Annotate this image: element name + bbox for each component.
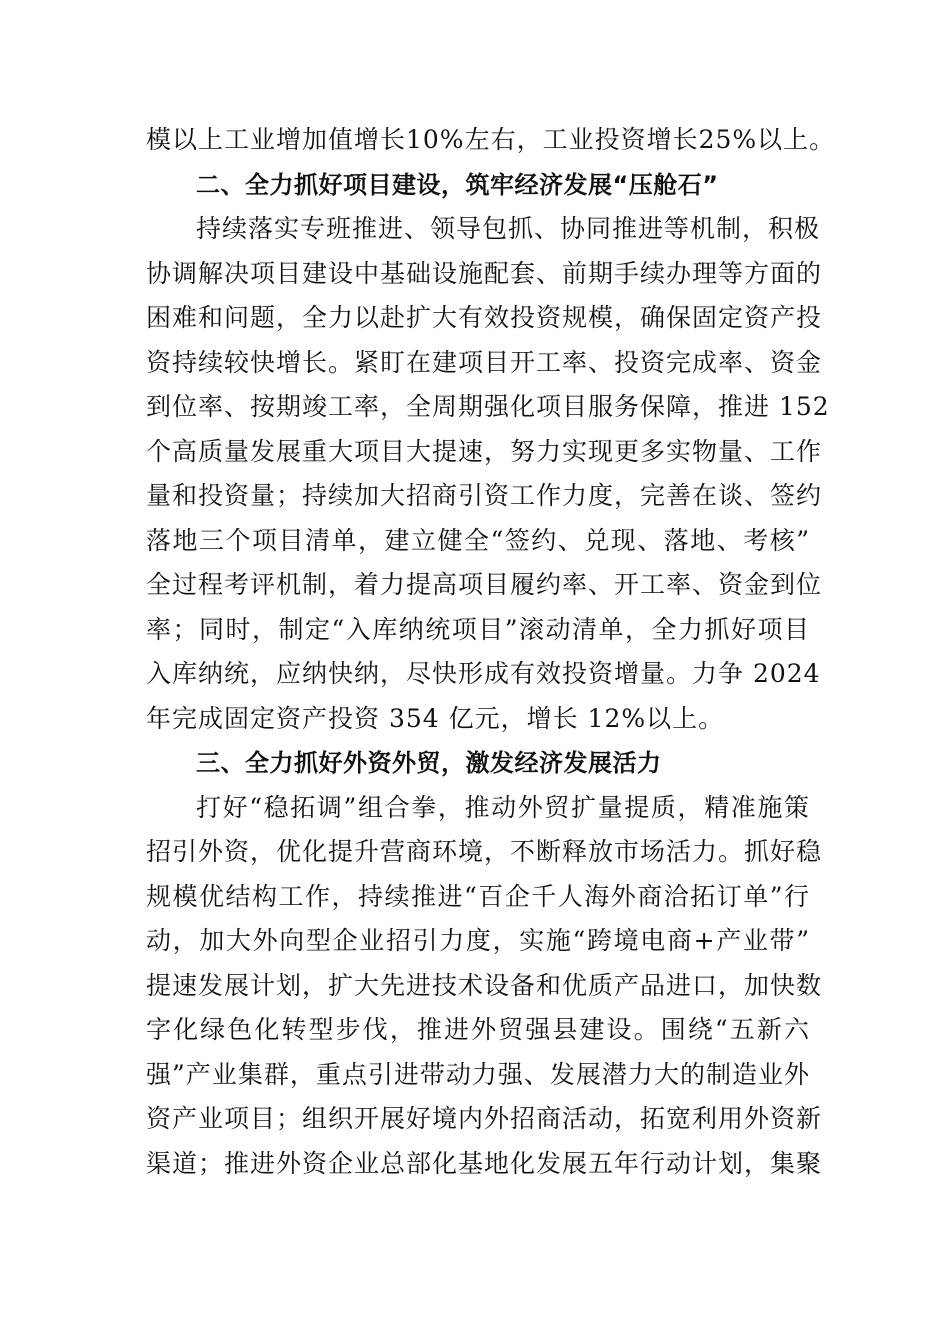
text-line: 模以上工业增加值增长10%左右，工业投资增长25%以上。 [146,125,836,154]
text-line: 困难和问题，全力以赴扩大有效投资规模，确保固定资产投 [146,303,823,332]
text-line: 打好“稳拓调”组合拳，推动外贸扩量提质，精准施策 [196,792,810,822]
text-line: 渠道；推进外资企业总部化基地化发展五年行动计划，集聚 [146,1148,823,1178]
text-line: 资持续较快增长。紧盯在建项目开工率、投资完成率、资金 [146,347,823,377]
text-line: 强”产业集群，重点引进带动力强、发展潜力大的制造业外 [146,1059,810,1089]
text-line: 个高质量发展重大项目大提速，努力实现更多实物量、工作 [146,436,823,466]
text-line: 提速发展计划，扩大先进技术设备和优质产品进口，加快数 [146,970,823,1000]
text-line: 量和投资量；持续加大招商引资工作力度，完善在谈、签约 [146,481,823,510]
text-line: 入库纳统，应纳快纳，尽快形成有效投资增量。力争 2024 [146,659,821,688]
text-line: 协调解决项目建设中基础设施配套、前期手续办理等方面的 [146,258,823,288]
document-body [146,118,836,1186]
text-line: 年完成固定资产投资 354 亿元，增长 12%以上。 [146,703,725,733]
text-line: 到位率、按期竣工率，全周期强化项目服务保障，推进 152 [146,392,830,421]
text-line: 率；同时，制定“入库纳统项目”滚动清单，全力抓好项目 [146,614,810,644]
text-line: 字化绿色化转型步伐，推进外贸强县建设。围绕“五新六 [146,1015,810,1044]
text-line: 落地三个项目清单，建立健全“签约、兑现、落地、考核” [146,525,810,555]
text-line: 规模优结构工作，持续推进“百企千人海外商洽拓订单”行 [146,881,810,911]
text-line: 动，加大外向型企业招引力度，实施“跨境电商+产业带” [146,926,810,955]
text-line: 持续落实专班推进、领导包抓、协同推进等机制，积极 [196,214,821,243]
text-line: 全过程考评机制，着力提高项目履约率、开工率、资金到位 [146,570,823,599]
text-line: 招引外资，优化提升营商环境，不断释放市场活力。抓好稳 [146,837,823,866]
section-heading: 二、全力抓好项目建设，筑牢经济发展“压舱石” [196,170,719,199]
section-heading: 三、全力抓好外资外贸，激发经济发展活力 [196,749,662,777]
text-line: 资产业项目；组织开展好境内外招商活动，拓宽利用外资新 [146,1104,823,1133]
